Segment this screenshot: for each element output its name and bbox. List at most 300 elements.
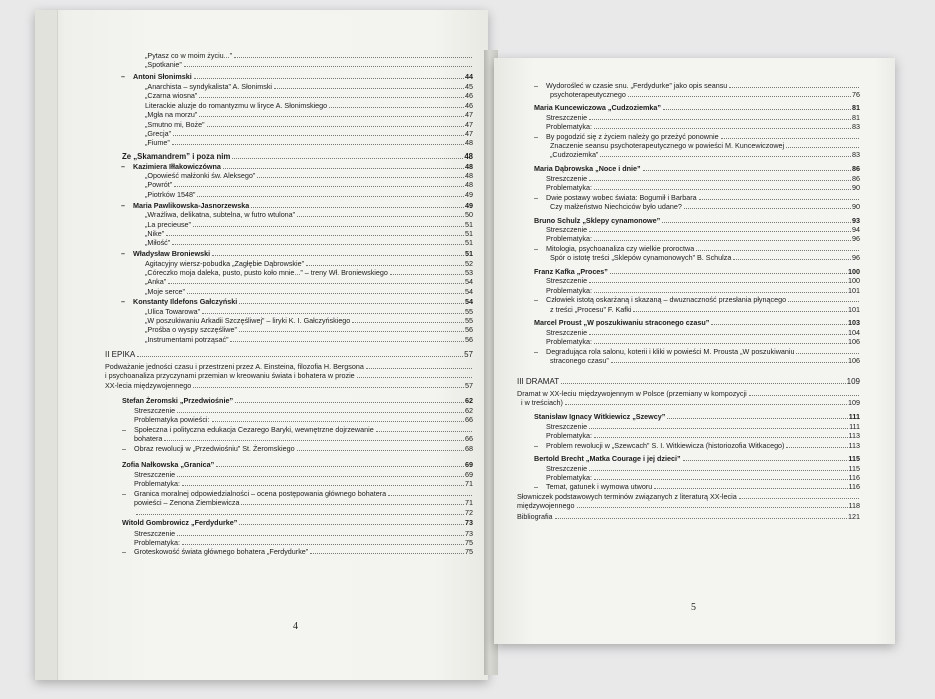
toc-entry	[145, 139, 473, 147]
toc-entry-title: Problematyka:	[546, 183, 592, 192]
dot-leader	[310, 553, 464, 554]
toc-entry-title: Ze „Skamandrem” i poza nim	[122, 152, 231, 161]
toc-entry-title: psychoterapeutycznego	[550, 90, 626, 99]
dot-leader	[241, 504, 464, 505]
toc-entry-page: 106	[848, 356, 860, 365]
dot-leader	[257, 177, 464, 178]
toc-entry-title: „Wrażliwa, delikatna, subtelna, w futro wtulona”	[145, 210, 296, 219]
toc-entry-page: 47	[465, 110, 473, 119]
dot-leader	[216, 466, 464, 467]
toc-entry-title: Problematyka:	[546, 234, 592, 243]
dot-leader	[589, 470, 847, 471]
dot-leader	[589, 180, 851, 181]
toc-entry	[534, 81, 860, 90]
toc-entry	[122, 547, 473, 556]
toc-entry-title: Problematyka:	[546, 122, 592, 131]
toc-entry-title: „Prośba o wyspy szczęśliwe”	[145, 325, 237, 334]
dot-leader	[174, 186, 464, 187]
toc-entry-page: 101	[848, 286, 860, 295]
dash-marker: –	[534, 347, 538, 356]
toc-entry	[145, 336, 473, 344]
toc-entry	[134, 530, 473, 538]
toc-entry-title: Maria Kuncewiczowa „Cudzoziemka”	[534, 103, 662, 112]
toc-entry-title: Obraz rewolucji w „Przedwiośniu” St. Żeromskiego	[134, 444, 295, 453]
toc-entry-title: „Czarna wiosna”	[145, 91, 198, 100]
toc-entry	[517, 378, 860, 386]
toc-entry-page: 86	[852, 174, 860, 183]
toc-entry	[145, 52, 473, 60]
dot-leader	[594, 437, 848, 438]
dot-leader	[696, 250, 859, 251]
toc-entry	[145, 278, 473, 286]
toc-entry	[145, 326, 473, 334]
dot-leader	[239, 303, 464, 304]
dot-leader	[667, 418, 847, 419]
toc-entry-page: 55	[465, 307, 473, 316]
toc-entry-page: 56	[465, 325, 473, 334]
toc-entry	[546, 175, 860, 183]
toc-entry-page: 109	[846, 377, 860, 386]
dash-marker: –	[534, 295, 538, 304]
toc-entry-page: 57	[465, 381, 473, 390]
toc-entry	[546, 287, 860, 295]
toc-entry-page: 81	[852, 103, 860, 112]
toc-entry-title: „Anarchista – syndykalista” A. Słonimski	[145, 82, 273, 91]
toc-entry	[546, 465, 860, 473]
dash-marker: –	[121, 297, 125, 306]
toc-entry	[550, 254, 860, 262]
toc-entry	[145, 61, 473, 69]
toc-entry-title: XX-lecia międzywojennego	[105, 381, 192, 390]
dash-marker: –	[534, 441, 538, 450]
toc-entry-page: 69	[465, 460, 473, 469]
dot-leader	[297, 216, 464, 217]
toc-entry-page: 93	[852, 216, 860, 225]
toc-entry	[534, 441, 860, 450]
toc-entry-page: 75	[465, 538, 473, 547]
toc-entry-page: 104	[848, 328, 860, 337]
toc-entry-page: 90	[852, 183, 860, 192]
toc-entry-title: „Córeczko moja daleka, pusto, pusto koło mnie...” – treny Wł. Broniewskiego	[145, 268, 388, 277]
toc-entry-page: 49	[465, 190, 473, 199]
toc-entry	[546, 184, 860, 192]
dash-marker: –	[122, 547, 126, 556]
toc-entry-title: Streszczenie	[546, 225, 588, 234]
left-page-number: 4	[293, 621, 298, 632]
toc-entry	[122, 461, 473, 469]
toc-entry-page: 94	[852, 225, 860, 234]
toc-entry	[546, 423, 860, 431]
toc-entry	[534, 319, 860, 327]
toc-entry-title: Franz Kafka „Proces”	[534, 267, 608, 276]
dash-marker: –	[121, 72, 125, 81]
toc-entry-page: 113	[848, 441, 860, 450]
toc-entry-page: 100	[848, 267, 860, 276]
toc-entry-page: 121	[848, 512, 860, 521]
toc-entry-page: 96	[852, 234, 860, 243]
dot-leader	[306, 265, 464, 266]
dot-leader	[610, 273, 847, 274]
dot-leader	[654, 488, 847, 489]
toc-entry	[534, 413, 860, 421]
toc-entry-title: Czy małżeństwo Niechciców było udane?	[550, 202, 682, 211]
dot-leader	[699, 199, 859, 200]
dot-leader	[628, 96, 851, 97]
toc-entry-title: „Grecja”	[145, 129, 171, 138]
toc-entry	[145, 181, 473, 189]
toc-entry-title: Streszczenie	[134, 470, 176, 479]
toc-entry-title: Bertold Brecht „Matka Courage i jej dzieci”	[534, 454, 681, 463]
toc-entry	[546, 329, 860, 337]
toc-entry	[145, 317, 473, 325]
dot-leader	[197, 196, 464, 197]
toc-entry	[145, 269, 473, 277]
dot-leader	[230, 341, 464, 342]
dot-leader	[739, 498, 859, 499]
toc-entry-title: „Miłość”	[145, 238, 171, 247]
toc-entry-page: 69	[465, 470, 473, 479]
toc-entry	[134, 435, 473, 443]
toc-entry-page: 48	[464, 152, 473, 161]
left-page	[35, 10, 488, 680]
toc-entry-page: 72	[465, 508, 473, 517]
dot-leader	[357, 377, 472, 378]
dot-leader	[589, 334, 847, 335]
toc-entry-title: Człowiek istotą oskarżaną i skazaną – dwuznaczność przesłania płynącego	[546, 295, 787, 304]
toc-entry	[550, 203, 860, 211]
toc-entry-page: 111	[848, 412, 860, 421]
toc-entry-title: Stanisław Ignacy Witkiewicz „Szewcy”	[534, 412, 666, 421]
toc-entry-page: 51	[465, 229, 473, 238]
dash-marker: –	[534, 193, 538, 202]
toc-entry-page: 68	[465, 444, 473, 453]
toc-entry-title: Władysław Broniewski	[133, 249, 211, 258]
toc-entry	[546, 123, 860, 131]
toc-entry-title: i w treściach)	[521, 398, 563, 407]
toc-entry-page: 44	[465, 72, 473, 81]
right-page	[494, 58, 895, 644]
toc-entry-page: 48	[465, 180, 473, 189]
toc-entry-title: Literackie aluzje do romantyzmu w liryce A. Słonimskiego	[145, 101, 328, 110]
toc-entry-page: 49	[465, 201, 473, 210]
toc-entry	[550, 357, 860, 365]
dot-leader	[749, 395, 859, 396]
toc-entry	[550, 306, 860, 314]
toc-entry-page: 81	[852, 113, 860, 122]
toc-entry	[145, 260, 473, 268]
dot-leader	[199, 116, 464, 117]
toc-entry-page: 51	[465, 249, 473, 258]
toc-entry-page: 71	[465, 498, 473, 507]
toc-entry-title: Problematyka:	[134, 538, 180, 547]
dot-leader	[594, 292, 847, 293]
toc-entry-title: Maria Dąbrowska „Noce i dnie”	[534, 164, 641, 173]
toc-entry-title: Zofia Nałkowska „Granica”	[122, 460, 215, 469]
toc-entry-title: „Powrót”	[145, 180, 173, 189]
dot-leader	[729, 87, 859, 88]
dot-leader	[235, 402, 464, 403]
dash-marker: –	[122, 444, 126, 453]
toc-entry-page: 103	[848, 318, 860, 327]
dot-leader	[173, 135, 464, 136]
dot-leader	[733, 259, 851, 260]
dot-leader	[589, 119, 851, 120]
toc-entry-title: „Smutno mi, Boże”	[145, 120, 205, 129]
toc-entry-title: bohatera	[134, 434, 163, 443]
dot-leader	[202, 313, 464, 314]
toc-entry-page: 46	[465, 101, 473, 110]
dash-marker: –	[534, 81, 538, 90]
toc-entry-title: Stefan Żeromski „Przedwiośnie”	[122, 396, 234, 405]
toc-entry-title: Streszczenie	[546, 422, 588, 431]
toc-entry-title: Problem rewolucji w „Szewcach” S. I. Witkiewicza (historiozofia Witkacego)	[546, 441, 785, 450]
toc-entry-title: „Opowieść małżonki św. Aleksego”	[145, 171, 256, 180]
dot-leader	[589, 428, 848, 429]
dot-leader	[207, 126, 464, 127]
dash-marker: –	[122, 489, 126, 498]
dot-leader	[390, 274, 464, 275]
dot-leader	[786, 147, 859, 148]
toc-entry	[145, 211, 473, 219]
toc-entry	[534, 193, 860, 202]
dot-leader	[137, 356, 463, 357]
toc-entry-title: Społeczna i polityczna edukacja Cezarego Baryki, wewnętrzne dojrzewanie	[134, 425, 374, 434]
toc-entry-page: 115	[848, 454, 860, 463]
toc-entry-title: Temat, gatunek i wymowa utworu	[546, 482, 653, 491]
dot-leader	[663, 109, 851, 110]
dot-leader	[796, 353, 859, 354]
toc-entry	[121, 201, 473, 210]
toc-entry	[534, 268, 860, 276]
toc-entry-page: 45	[465, 82, 473, 91]
toc-entry-page: 90	[852, 202, 860, 211]
dot-leader	[662, 222, 851, 223]
toc-entry	[105, 382, 473, 390]
toc-entry-title: „Anka”	[145, 277, 167, 286]
toc-entry	[134, 509, 473, 517]
toc-entry	[121, 297, 473, 306]
dot-leader	[388, 495, 472, 496]
dot-leader	[594, 343, 847, 344]
toc-entry-page: 53	[465, 268, 473, 277]
dot-leader	[555, 518, 847, 519]
toc-entry-title: Maria Pawlikowska-Jasnorzewska	[133, 201, 250, 210]
toc-entry	[145, 92, 473, 100]
toc-entry	[145, 172, 473, 180]
dash-marker: –	[121, 201, 125, 210]
toc-entry-title: Podważanie jedności czasu i przestrzeni przez A. Einsteina, filozofia H. Bergsona	[105, 362, 364, 371]
toc-entry	[134, 407, 473, 415]
dot-leader	[251, 207, 464, 208]
toc-entry-page: 56	[465, 335, 473, 344]
right-page-number: 5	[691, 602, 696, 613]
toc-entry	[145, 239, 473, 247]
dot-leader	[212, 255, 464, 256]
toc-entry-page: 83	[852, 122, 860, 131]
dot-leader	[329, 107, 464, 108]
toc-entry-page: 118	[848, 501, 860, 510]
toc-entry-page: 96	[852, 253, 860, 262]
toc-entry-title: Bibliografia	[517, 512, 553, 521]
dot-leader	[366, 368, 472, 369]
dot-leader	[193, 387, 464, 388]
toc-entry-page: 76	[852, 90, 860, 99]
dot-leader	[721, 138, 859, 139]
toc-entry-page: 62	[465, 406, 473, 415]
toc-entry-title: Dwie postawy wobec świata: Bogumił i Barbara	[546, 193, 697, 202]
toc-entry-title: Streszczenie	[546, 174, 588, 183]
toc-entry	[122, 397, 473, 405]
toc-entry-page: 50	[465, 210, 473, 219]
toc-entry	[534, 295, 860, 304]
toc-entry-title: „Piotrków 1548”	[145, 190, 196, 199]
toc-entry	[145, 191, 473, 199]
toc-entry-page: 48	[465, 138, 473, 147]
toc-entry-page: 47	[465, 120, 473, 129]
toc-entry-page: 109	[848, 398, 860, 407]
toc-entry-title: Streszczenie	[546, 113, 588, 122]
dot-leader	[212, 421, 464, 422]
dot-leader	[589, 231, 851, 232]
toc-entry	[145, 221, 473, 229]
dot-leader	[786, 447, 847, 448]
toc-entry	[546, 338, 860, 346]
toc-entry-title: By pogodzić się z życiem należy go przeżyć ponownie	[546, 132, 719, 141]
toc-entry-page: 51	[465, 238, 473, 247]
toc-entry	[105, 372, 473, 380]
toc-entry-page: 111	[849, 422, 860, 431]
toc-entry-title: międzywojennego	[517, 501, 575, 510]
toc-entry-title: Groteskowość świata głównego bohatera „Ferdydurke”	[134, 547, 309, 556]
toc-entry	[546, 432, 860, 440]
toc-entry-title: Problematyka powieści:	[134, 415, 210, 424]
toc-entry-title: Witold Gombrowicz „Ferdydurke”	[122, 518, 238, 527]
toc-entry-title: „Cudzoziemka”	[550, 150, 599, 159]
toc-entry-title: Streszczenie	[546, 464, 588, 473]
toc-entry-title: „La precieuse”	[145, 220, 191, 229]
dot-leader	[184, 66, 472, 67]
toc-entry	[534, 165, 860, 173]
toc-entry-title: Mitologia, psychoanaliza czy wielkie proroctwa	[546, 244, 695, 253]
toc-entry	[122, 519, 473, 527]
toc-entry-title: „Fiume”	[145, 138, 170, 147]
toc-entry-title: powieści – Zenona Ziembiewicza	[134, 498, 240, 507]
toc-entry	[145, 121, 473, 129]
toc-entry-title: Dramat w XX-leciu międzywojennym w Polsce (przemiany w kompozycji	[517, 389, 747, 398]
toc-entry-page: 54	[465, 287, 473, 296]
toc-entry-page: 48	[465, 171, 473, 180]
toc-entry-title: Agitacyjny wiersz-pobudka „Zagłębie Dąbrowskie”	[145, 259, 304, 268]
toc-entry-title: Spór o istotę treści „Sklepów cynamonowych” B. Schulza	[550, 253, 732, 262]
dot-leader	[172, 244, 464, 245]
toc-entry-page: 115	[848, 464, 860, 473]
toc-entry-title: „Mgła na morzu”	[145, 110, 198, 119]
toc-entry	[145, 111, 473, 119]
dot-leader	[182, 485, 464, 486]
dot-leader	[711, 324, 847, 325]
toc-entry-title: i psychoanaliza przyczynami przemian w kreowaniu świata i bohatera w prozie	[105, 371, 355, 380]
dot-leader	[164, 440, 464, 441]
toc-entry	[105, 363, 473, 371]
dot-leader	[232, 158, 463, 159]
toc-entry-title: Marcel Proust „W poszukiwaniu straconego czasu”	[534, 318, 710, 327]
toc-entry-page: 52	[465, 259, 473, 268]
toc-entry	[134, 499, 473, 507]
dot-leader	[177, 476, 464, 477]
dot-leader	[600, 156, 851, 157]
toc-entry-title: „Pytasz co w moim życiu...”	[145, 51, 233, 60]
toc-entry	[121, 72, 473, 81]
dot-leader	[166, 235, 464, 236]
toc-entry-title: Problematyka:	[134, 479, 180, 488]
dot-leader	[633, 311, 847, 312]
dot-leader	[136, 514, 464, 515]
dot-leader	[223, 168, 464, 169]
dash-marker: –	[121, 249, 125, 258]
toc-entry	[550, 91, 860, 99]
toc-entry	[145, 308, 473, 316]
dot-leader	[561, 383, 846, 384]
toc-entry	[517, 502, 860, 510]
toc-entry-page: 73	[465, 518, 473, 527]
toc-entry-title: Granica moralnej odpowiedzialności – ocena postępowania głównego bohatera	[134, 489, 387, 498]
toc-entry	[534, 347, 860, 356]
toc-entry	[145, 83, 473, 91]
toc-entry	[550, 151, 860, 159]
toc-entry-page: 57	[464, 350, 473, 359]
toc-entry	[517, 493, 860, 501]
toc-entry-title: „Spotkanie”	[145, 60, 182, 69]
dot-leader	[194, 78, 464, 79]
toc-entry-page: 47	[465, 129, 473, 138]
dot-leader	[239, 331, 464, 332]
toc-entry-title: Antoni Słonimski	[133, 72, 192, 81]
dot-leader	[594, 128, 851, 129]
dash-marker: –	[534, 132, 538, 141]
toc-entry-page: 54	[465, 297, 473, 306]
dot-leader	[187, 293, 464, 294]
dot-leader	[193, 226, 464, 227]
toc-entry	[546, 226, 860, 234]
toc-entry-page: 83	[852, 150, 860, 159]
dash-marker: –	[121, 162, 125, 171]
toc-entry-page: 55	[465, 316, 473, 325]
toc-entry	[121, 162, 473, 171]
toc-entry-title: straconego czasu”	[550, 356, 609, 365]
toc-entry	[145, 230, 473, 238]
toc-entry	[145, 130, 473, 138]
toc-entry-page: 101	[848, 305, 860, 314]
toc-entry-page: 48	[465, 162, 473, 171]
toc-entry	[550, 142, 860, 150]
toc-entry-title: Słowniczek podstawowych terminów związanych z literaturą XX-lecia	[517, 492, 737, 501]
toc-entry-title: Streszczenie	[134, 406, 176, 415]
toc-entry	[122, 444, 473, 453]
toc-entry	[546, 277, 860, 285]
toc-entry-title: Problematyka:	[546, 431, 592, 440]
toc-entry-title: Konstanty Ildefons Gałczyński	[133, 297, 238, 306]
toc-entry-title: Znaczenie seansu psychoterapeutycznego w powieści M. Kuncewiczowej	[550, 141, 785, 150]
dot-leader	[594, 479, 848, 480]
toc-entry	[145, 102, 473, 110]
toc-entry	[122, 489, 473, 498]
dot-leader	[589, 282, 847, 283]
dot-leader	[297, 450, 464, 451]
toc-entry	[534, 104, 860, 112]
toc-entry-page: 46	[465, 91, 473, 100]
left-page-edge	[35, 10, 58, 680]
toc-entry	[534, 482, 860, 491]
